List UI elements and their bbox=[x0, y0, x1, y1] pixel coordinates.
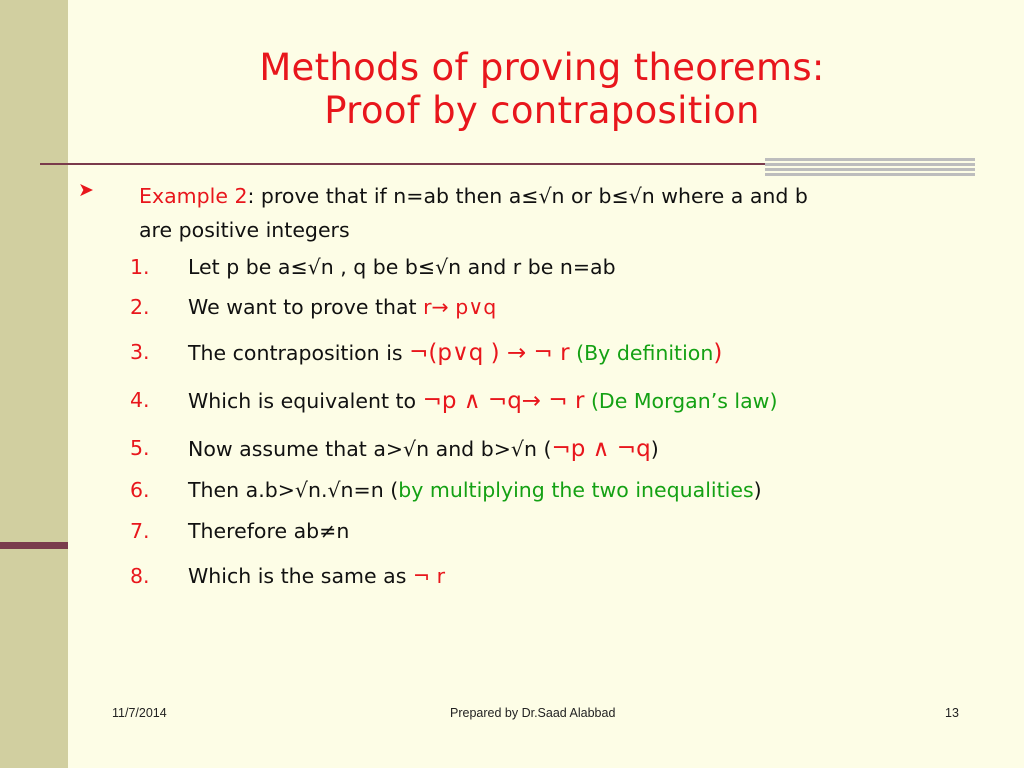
step-number: 5. bbox=[130, 436, 150, 460]
step-text bbox=[188, 340, 722, 366]
step-number: 3. bbox=[130, 340, 150, 364]
step-red-segment: ¬ r bbox=[412, 564, 446, 588]
example-line1: : prove that if n=ab then a≤√n or b≤√n where a and b bbox=[247, 184, 808, 208]
footer-author: Prepared by Dr.Saad Alabbad bbox=[450, 706, 616, 720]
step-red-segment: ) bbox=[713, 340, 723, 366]
footer-date: 11/7/2014 bbox=[112, 706, 167, 720]
step-number: 4. bbox=[130, 388, 150, 412]
step-number: 1. bbox=[130, 255, 150, 279]
step-text bbox=[188, 478, 762, 502]
step-number: 2. bbox=[130, 295, 150, 319]
step-red-segment: ¬p ∧ ¬q→ ¬ r bbox=[422, 388, 585, 414]
step-segment: Then a.b>√n.√n=n ( bbox=[188, 478, 399, 502]
title-line-2: Proof by contraposition bbox=[324, 89, 760, 132]
step-segment: Which is equivalent to bbox=[188, 389, 423, 413]
step-green-segment: by multiplying the two inequalities bbox=[398, 478, 754, 502]
arrow-bullet-icon: ➤ bbox=[78, 179, 94, 201]
step-red-segment: ¬(p∨q ) → ¬ r bbox=[409, 340, 570, 366]
step-text bbox=[188, 255, 616, 279]
step-text bbox=[188, 295, 496, 319]
step-green-segment: (By definition bbox=[569, 341, 714, 365]
step-segment: Which is the same as bbox=[188, 564, 413, 588]
step-text bbox=[188, 388, 777, 414]
step-number: 8. bbox=[130, 564, 150, 588]
step-text bbox=[188, 436, 659, 462]
footer-page-number: 13 bbox=[945, 706, 959, 720]
step-segment: Now assume that a>√n and b>√n ( bbox=[188, 437, 552, 461]
step-text bbox=[188, 519, 349, 543]
example-text bbox=[139, 179, 989, 247]
step-segment: Let p be a≤√n , q be b≤√n and r be n=ab bbox=[188, 255, 616, 279]
step-segment: The contraposition is bbox=[188, 341, 410, 365]
step-number: 7. bbox=[130, 519, 150, 543]
step-red-segment: ¬p ∧ ¬q bbox=[551, 436, 651, 462]
example-line2: are positive integers bbox=[139, 218, 350, 242]
step-segment: Therefore ab≠n bbox=[188, 519, 350, 543]
step-green-segment: (De Morgan’s law) bbox=[584, 389, 778, 413]
title-line-1: Methods of proving theorems: bbox=[259, 46, 825, 89]
step-segment: ) bbox=[650, 437, 659, 461]
step-number: 6. bbox=[130, 478, 150, 502]
step-segment: We want to prove that bbox=[188, 295, 424, 319]
step-segment: ) bbox=[753, 478, 762, 502]
example-label: Example 2 bbox=[139, 184, 248, 208]
step-red-segment: r→ p∨q bbox=[423, 295, 497, 319]
step-text bbox=[188, 564, 445, 588]
